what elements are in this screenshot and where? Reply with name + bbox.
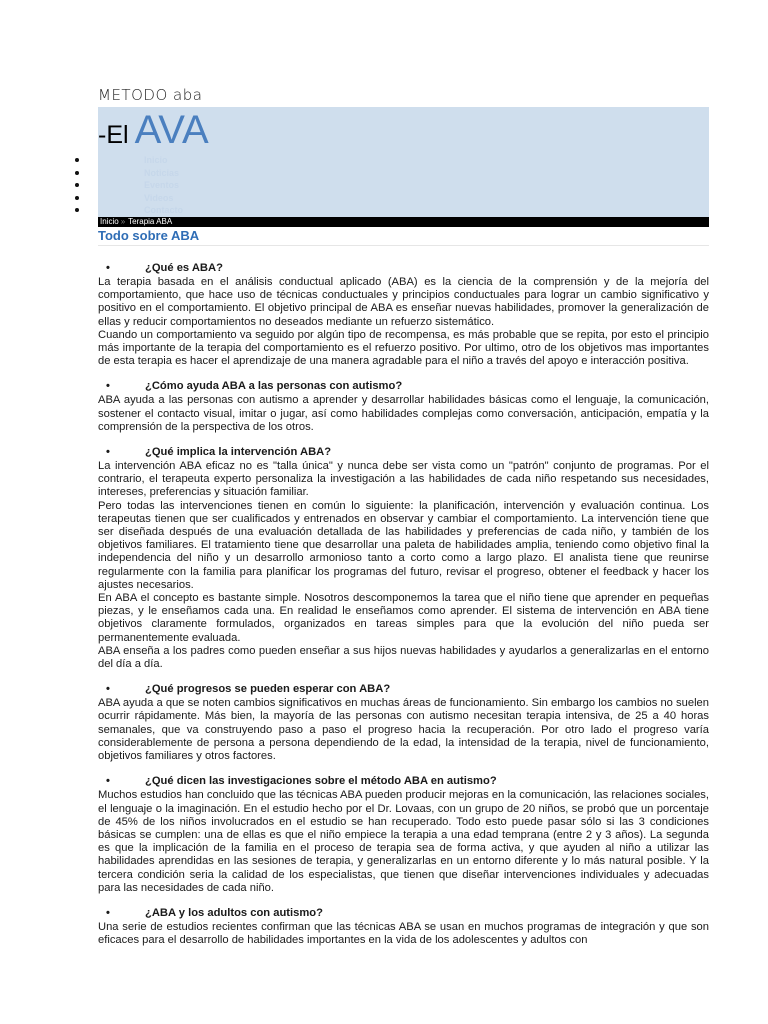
faq-answer-paragraph: La intervención ABA eficaz no es "talla única" y nunca debe ser vista como un "patrón" conjunto de programas. Por el contrario, el terapeuta experto personaliza la investigación a las habilidades de cada niño respetando sus necesidades, intereses, preferencias y situación familiar.: [98, 460, 709, 499]
bullet-icon: •: [106, 262, 110, 274]
faq-answer-paragraph: Pero todas las intervenciones tienen en común lo siguiente: la planificación, intervención y evaluación continua. Los terapeutas tienen que ser cualificados y entrenados en observar y cambiar el comportamiento. La intervención tiene que ser diseñada después de una evaluación detallada de las habilidades y preferencias de cada niño, y también de los objetivos familiares. El tratamiento tiene que desarrollar una paleta de habilidades amplia, teniendo como objetivo final la independencia del niño y un desarrollo armonioso tanto a corto como a largo plazo. El analista tiene que reunirse regularmente con la familia para planificar los programas del futuro, revisar el progreso, obtener el feedback y hacer los ajustes necesarios.: [98, 499, 709, 591]
faq-section: [98, 262, 709, 368]
breadcrumb-home[interactable]: Inicio: [100, 217, 119, 226]
bullet-icon: •: [106, 906, 110, 919]
bullet-icon: •: [106, 775, 110, 788]
bullet-icon: •: [106, 683, 110, 696]
faq-answer-paragraph: Cuando un comportamiento va seguido por algún tipo de recompensa, es más probable que se repita, por esto el principio más importante de la terapia del comportamiento es el refuerzo positivo. Por ultimo, otro de los objetivos mas importantes de esta terapia es hacer el aprendizaje de una manera agradable para el niño a través del apoyo e interacción positiva.: [98, 328, 709, 368]
faq-answer-paragraph: ABA ayuda a las personas con autismo a aprender y desarrollar habilidades básicas como el lenguaje, la comunicación, sostener el contacto visual, imitar o jugar, así como habilidades complejas como conversación, anticipación, empatía y la comprensión de la perspectiva de los otros.: [98, 394, 709, 433]
faq-question: [98, 380, 709, 393]
faq-section: [98, 446, 709, 671]
faq-question-text: ¿Qué es ABA?: [145, 262, 223, 274]
faq-answer-paragraph: La terapia basada en el análisis conductual aplicado (ABA) es la ciencia de la comprensión y de la mejoría del comportamiento, que hace uso de técnicas conductuales y principios conductuales para lograr un cambio significativo y positivo en el comportamiento. El objetivo principal de ABA es enseñar nuevas habilidades, promover la generalización de ellas y reducir comportamientos no deseados mediante un refuerzo sistemático.: [98, 276, 709, 328]
faq-question-text: ¿ABA y los adultos con autismo?: [145, 906, 323, 919]
site-logo[interactable]: [98, 108, 209, 153]
faq-question: [98, 262, 709, 275]
faq-question: [98, 683, 709, 696]
faq-question-text: ¿Cómo ayuda ABA a las personas con autismo?: [145, 380, 403, 393]
faq-question-text: ¿Qué implica la intervención ABA?: [145, 446, 332, 459]
faq-section: [98, 380, 709, 434]
nav-item-eventos[interactable]: Eventos: [72, 179, 183, 192]
section-title: Todo sobre ABA: [98, 228, 709, 246]
faq-question-text: ¿Qué progresos se pueden esperar con ABA?: [145, 683, 391, 696]
faq-section: [98, 907, 709, 947]
logo-prefix: -El: [98, 121, 129, 149]
nav-item-contacto[interactable]: Contacto: [72, 204, 183, 217]
nav-item-inicio[interactable]: Inicio: [72, 154, 183, 167]
breadcrumb-separator: »: [120, 217, 126, 226]
breadcrumb: [98, 217, 709, 227]
faq-section: [98, 683, 709, 763]
faq-question: [98, 775, 709, 788]
bullet-icon: •: [106, 446, 110, 459]
faq-answer-paragraph: ABA ayuda a que se noten cambios significativos en muchas áreas de funcionamiento. Sin embargo los cambios no suelen ocurrir rápidamente. Más bien, la mayoría de las personas con autismo necesitan terapia intensiva, de 25 a 40 horas semanales, que va construyendo paso a paso el progreso hacia la recuperación. Por otro lado el progreso varía considerablemente de persona a persona dependiendo de la edad, la intensidad de la terapia, nivel de funcionamiento, objetivos familiares y otros factores.: [98, 697, 709, 763]
document-title: METODO aba: [98, 86, 203, 104]
breadcrumb-current: Terapia ABA: [128, 217, 173, 226]
faq-question-text: ¿Qué dicen las investigaciones sobre el método ABA en autismo?: [145, 775, 497, 788]
nav-item-noticias[interactable]: Noticias: [72, 167, 183, 180]
faq-answer-paragraph: ABA enseña a los padres como pueden enseñar a sus hijos nuevas habilidades y ayudarlos a generalizarlas en el entorno del día a día.: [98, 644, 709, 671]
faq-answer-paragraph: Una serie de estudios recientes confirman que las técnicas ABA se usan en muchos programas de integración y que son eficaces para el desarrollo de habilidades importantes en la vida de los adolescentes y adultos con: [98, 920, 709, 947]
faq-question: [98, 907, 709, 920]
article-body: [98, 262, 709, 959]
faq-answer-paragraph: Muchos estudios han concluido que las técnicas ABA pueden producir mejoras en la comunicación, las relaciones sociales, el lenguaje o la imaginación. En el estudio hecho por el Dr. Lovaas, con un grupo de 20 niños, se probó que un porcentaje de 45% de los niños involucrados en el estudio se han recuperado. Todo esto puede pasar sólo si las 3 condiciones básicas se cumplen: una de ellas es que el niño empiece la terapia a una edad temprana (entre 2 y 3 años). La segunda es que la implicación de la familia en el proceso de terapia sea de forma activa, y que ayuden al niño a utilizar las habilidades aprendidas en las sesiones de terapia, y generalizarlas en un entorno diferente y lo más natural posible. Y la tercera condición seria la calidad de los especialistas, que tienen que diseñar intervenciones individuales y adecuadas para las necesidades de cada niño.: [98, 789, 709, 894]
faq-section: [98, 775, 709, 895]
faq-answer-paragraph: En ABA el concepto es bastante simple. Nosotros descomponemos la tarea que el niño tiene que aprender en pequeñas piezas, y le enseñamos cada una. En realidad le enseñamos como aprender. El sistema de intervención en ABA tiene objetivos claramente formulados, organizados en tareas simples para que la evolución del niño pueda ser permanentemente evaluada.: [98, 592, 709, 644]
bullet-icon: •: [106, 380, 110, 393]
faq-question: [98, 446, 709, 459]
nav-item-videos[interactable]: Videos: [72, 192, 183, 205]
logo-main: AVA: [134, 108, 209, 152]
main-nav: [72, 154, 183, 217]
